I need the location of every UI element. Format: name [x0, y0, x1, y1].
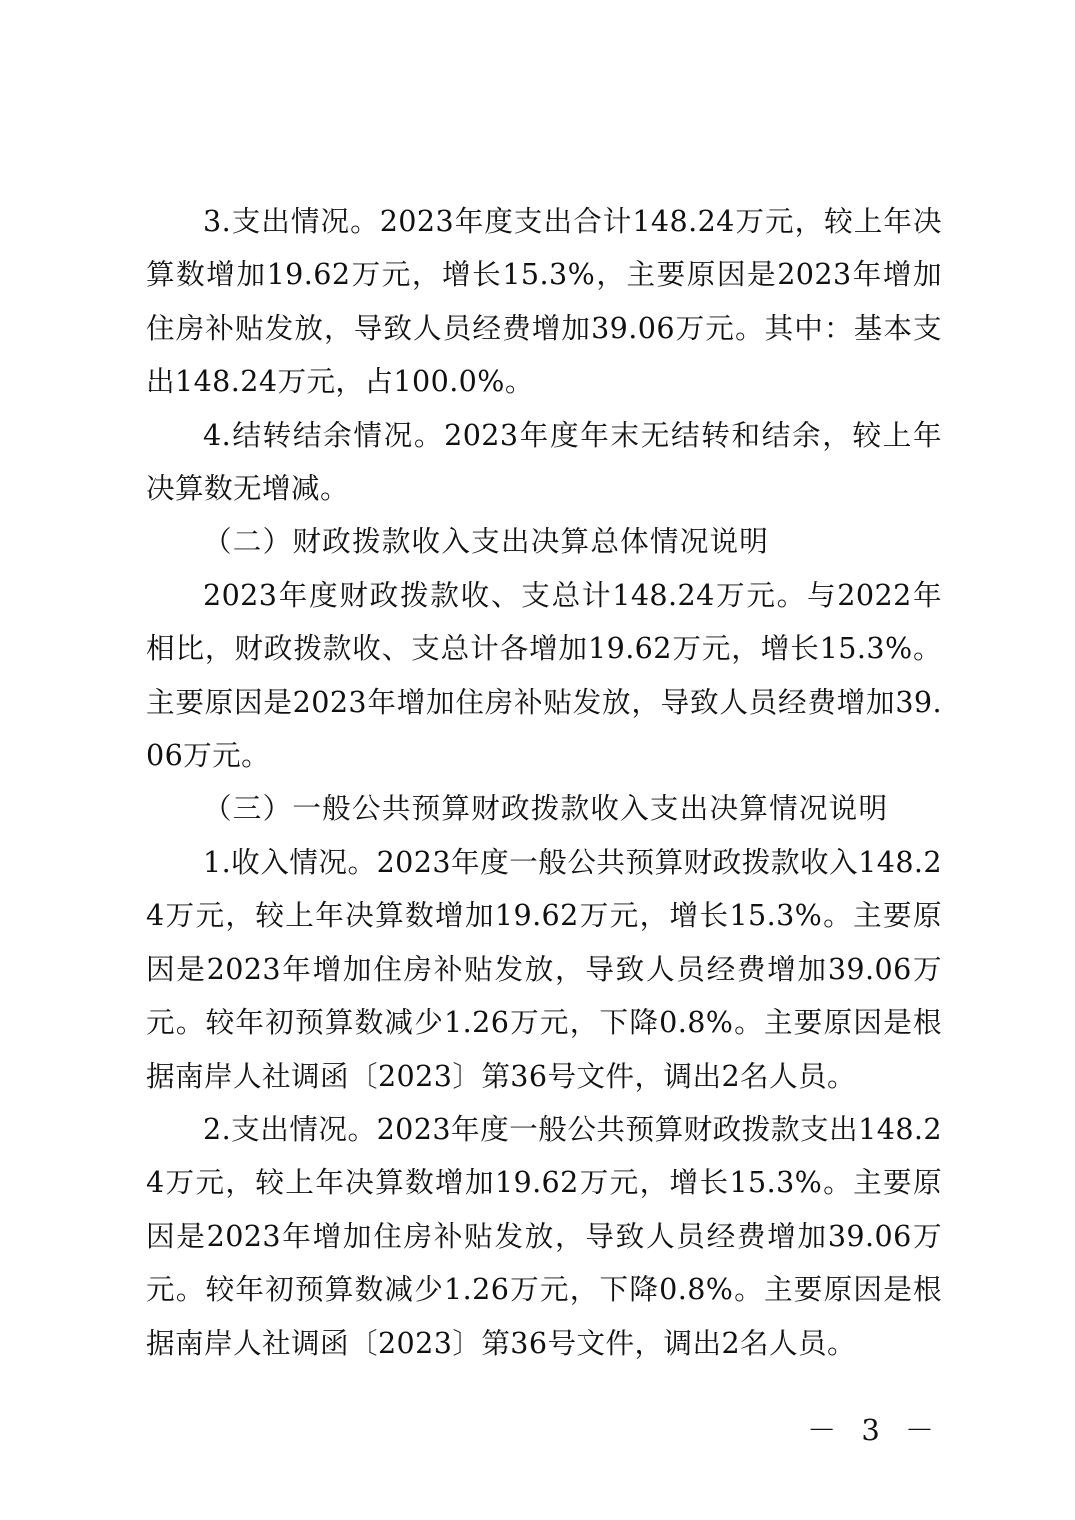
page-number: － 3 －: [807, 1413, 942, 1447]
section-heading-general-public-budget: （三）一般公共预算财政拨款收入支出决算情况说明: [203, 791, 889, 826]
section-heading-fiscal-appropriation-overview: （二）财政拨款收入支出决算总体情况说明: [203, 524, 770, 559]
paragraph-carryover-balance: 4.结转结余情况。2023年度年末无结转和结余，较上年决算数无增减。: [146, 417, 942, 506]
paragraph-fiscal-appropriation-overview: 2023年度财政拨款收、支总计148.24万元。与2022年相比，财政拨款收、支总计各增加19.62万元，增长15.3%。主要原因是2023年增加住房补贴发放，导致人员经费增加39.06万元。: [146, 577, 942, 773]
document-body: [146, 195, 942, 1370]
paragraph-general-budget-expenditure: 2.支出情况。2023年度一般公共预算财政拨款支出148.24万元，较上年决算数增加19.62万元，增长15.3%。主要原因是2023年增加住房补贴发放，导致人员经费增加39.06万元。较年初预算数减少1.26万元，下降0.8%。主要原因是根据南岸人社调函〔2023〕第36号文件，调出2名人员。: [146, 1111, 942, 1360]
paragraph-general-budget-income: 1.收入情况。2023年度一般公共预算财政拨款收入148.24万元，较上年决算数增加19.62万元，增长15.3%。主要原因是2023年增加住房补贴发放，导致人员经费增加39.06万元。较年初预算数减少1.26万元，下降0.8%。主要原因是根据南岸人社调函〔2023〕第36号文件，调出2名人员。: [146, 844, 942, 1093]
paragraph-expenditure-summary: 3.支出情况。2023年度支出合计148.24万元，较上年决算数增加19.62万元，增长15.3%，主要原因是2023年增加住房补贴发放，导致人员经费增加39.06万元。其中：基本支出148.24万元，占100.0%。: [146, 204, 942, 399]
